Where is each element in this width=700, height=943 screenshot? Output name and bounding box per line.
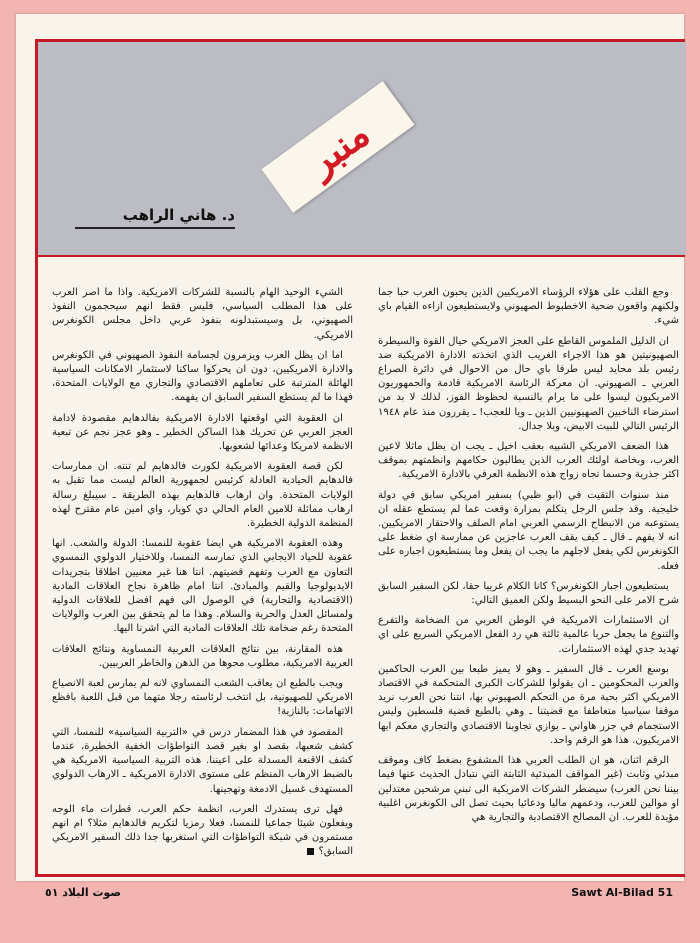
column-title: منبر [298, 109, 378, 185]
paragraph: وجع القلب على هؤلاء الرؤساء الامريكيين الذين يحبون العرب حبا جما ولكنهم واقعون ضحية الاخطبوط الصهيوني ولايستطيعون ازاءه القيام باي شيء. [378, 287, 679, 327]
footer-arabic-label: صوت البلاد ٥١ [45, 886, 122, 899]
paragraph: الشيء الوحيد الهام بالنسبة للشركات الامريكية. واذا ما اصر العرب على هذا المطلب السياسي، فليس فقط انهم سيحجمون النفوذ الصهيوني، بل وسيستبدلونه بنفوذ عربي داخل مجلس الكونغرس الامريكي. [52, 287, 353, 341]
top-red-rule [35, 39, 685, 42]
header-divider-rule [35, 255, 685, 257]
paragraph: اما ان يظل العرب ويزمرون لجسامة النفوذ الصهيوني في الكونغرس والادارة الامريكيين، دون ان يحركوا ساكنا لاستثمار الامكانات السياسية الهائلة المترتبة على تعاملهم الاقتصادي والتجاري مع الولايات المتحدة، فهذا ما لم يستطع السفير السابق ان يفهمه. [52, 349, 353, 404]
paragraph: ويجب بالطبع ان يعاقب الشعب النمساوي لانه لم يمارس لعبة الانصياع الامريكي للصهيونية، بل انتخب لرئاسته رجلا متهما من قبل اللعبة بافظع الاتهامات: بالنازية! [52, 678, 353, 718]
paragraph: ان العقوبة التي اوقعتها الادارة الامريكية بفالدهايم مقصودة لادامة العجز العربي عن تحريك هذا الساكن الخطير ـ وهو عجز نجم عن تبعية الانظمة لامريكا وعدائها لشعوبها. [52, 412, 353, 453]
paragraph: هذه المقارنة، بين نتائج العلاقات العربية النمساوية ونتائج العلاقات العربية الامريكية، مطلوب محوها من الذهن والخاطر العربيين. [52, 643, 353, 669]
article-column-left [52, 286, 353, 858]
footer-red-rule [35, 874, 685, 877]
paragraph: بوسع العرب ـ قال السفير ـ وهو لا يميز طبعا بين العرب الحاكمين والعرب المحكومين ـ ان يقولوا للشركات الكبرى المتحكمة في الاقتصاد الامريكي اكثر بحبة مرة من التحكم الصهيوني بها، انتنا نحن العرب نريد موقفا سياسيا متعاطفا مع قضيتنا ـ وهي بالطبع قضية فلسطين وليس الاستجمام في جزر هاواني ـ يوازي تجاوبنا الاقتصادي والتجاري معكم ايها الامريكيون. هذا هو الرقم واحد. [378, 663, 679, 746]
paragraph: ان الدليل الملموس القاطع على العجز الامريكي حيال القوة والسيطرة الصهيونيتين هو هذا الاجراء الغريب الذي اتخذته الادارة الامريكية ضد رئيس بلد محايد ليس طرفا باي حال من الاحوال في دائرة الصراع العربي ـ الصهيوني. ان معركة الرئاسة الامريكية قادمة والجمهوريون الامريكيون ليسوا على ما يرام بالنسبة لحظوظ الفوز، لذلك لا بد من استرضاء الناخبين الصهيونيين الذين ـ ويا للعجب! ـ يقررون منذ عام ١٩٤٨ الرئيس التالي للبيت الابيض، وبلا جدال. [378, 335, 679, 432]
left-red-rule [35, 40, 38, 875]
end-mark-icon [307, 848, 314, 855]
paragraph: الرقم اثنان، هو ان الطلب العربي هذا المشفوع بضغط كاف وموقف مبدئي وثابت (غير المواقف المبدئية الثابتة التي نتبادل الحديث عنها فيما بيننا نحن العرب) سيضطر الشركات الامريكية الى تبني مرشحين معتدلين او موالين للعرب، ودعمهم ماليا ودعائيا بحيث تصل الى الكونغرس اغلبية مؤيدة للعرب. ان المصالح الاقتصادية والتجارية هي [378, 755, 679, 823]
paragraph: لكن قصة العقوبة الامريكية لكورت فالدهايم لم تنته. ان ممارسات فالدهايم الحيادية العادلة كرئيس لجمهورية العالم ليست مما تقبل به الولايات المتحدة. وان ارهاب فالدهايم بهذه الطريقة ـ سيبلغ رسالة ارهاب مماثلة للامين العام الحالي دي كويار، واي امين عام مقترح لهذه المنظمة الدولية الخطيرة. [52, 461, 353, 530]
paragraph: يستطيعون اجبار الكونغرس؟ كانا الكلام غريبا حقا، لكن السفير السابق شرح الامر على النحو البسيط ولكن العميق التالي: [378, 580, 679, 607]
paragraph: هذا الضعف الامريكي الشبيه بعقب اخيل ـ يجب ان يظل ماثلا لاعين العرب، وبخاصة اولئك العرب الذين يطالبون حكامهم وانظمتهم بموقف اكثر جذرية وحسما تجاه زواج هذه الانظمة العرفي بالادارة الامريكية. [378, 441, 679, 481]
paragraph: المقصود في هذا المضمار درس في «التربية السياسية» للنمسا، التي كشف شعبها، بقصد او بغير قصد التواطؤات الخفية الخطيرة، عندما كشف الاقنعة المسدلة على اعيننا. هذه التربية السياسية الامريكية هي بالضبط الارهاب المنظم على مستوى الادارة الامريكية ـ الارهاب الدولوي المستهدف غسيل الادمغة وتهجينها. [52, 726, 353, 795]
article-column-right [378, 286, 679, 846]
paragraph [52, 803, 353, 860]
paragraph: منذ سنوات التقيت في (ابو ظبي) بسفير امريكي سابق في دولة خليجية. وقد جلس الرجل يتكلم بمرارة وقعت عما لم يستطع عقله ان يستوعبه من الانبطاح الرسمي العربي امام الصلف والاحتقار الامريكيين. انه لا يفهم ـ قال ـ كيف يقف العرب عاجزين عن ممارسة اي ضغط على الكونغرس لكي يفعل لاجلهم ما يجب ان يفعل وما يستطيعون اجباره على فعله. [378, 489, 679, 572]
footer-latin-label: Sawt Al-Bilad 51 [571, 886, 673, 899]
paragraph: ان الاستثمارات الامريكية في الوطن العربي من الضخامة والتفرع والتنوع ما يجعل حربا عالمية ثالثة هي رد الفعل الامريكي السريع على اي تهديد جدي لهذه الاستثمارات. [378, 615, 679, 655]
author-byline: د. هاني الراهب [75, 206, 235, 229]
page-footer [35, 882, 685, 904]
paragraph: وهذه العقوبة الامريكية هي ايضا عقوبة للنمسا: الدولة والشعب. انها عقوبة للحياد الايجابي الذي تمارسه النمسا، وللاختيار الدولوي النمسوي التعاون مع العرب وتفهم قضيتهم. انتا هنا غير معنيين اطلاقا بتجريدات الايديولوجيا والقيم والمبادئ. انتا امام ظاهرة نجاح العلاقات المادية (الاقتصادية والتجارية) في الوصول الى فهم افضل للعلاقات الدولية ولمسائل العدل والحرية والسلام. وهذا ما لم يتحقق بين العرب والولايات المتحدة رغم ضخامة تلك العلاقات المادية التي اشرنا اليها. [52, 538, 353, 635]
paragraph-text: فهل ترى يستدرك العرب، انظمة حكم العرب، قطرات ماء الوجه ويفعلون شيئا جماعيا للنمسا، فعلا رمزيا لتكريم فالدهايم مثلا؟ ام انهم مستمرون في شبكة التواطؤات التي استغربها جدا ذلك السفير الامريكي السابق؟ [52, 803, 353, 858]
